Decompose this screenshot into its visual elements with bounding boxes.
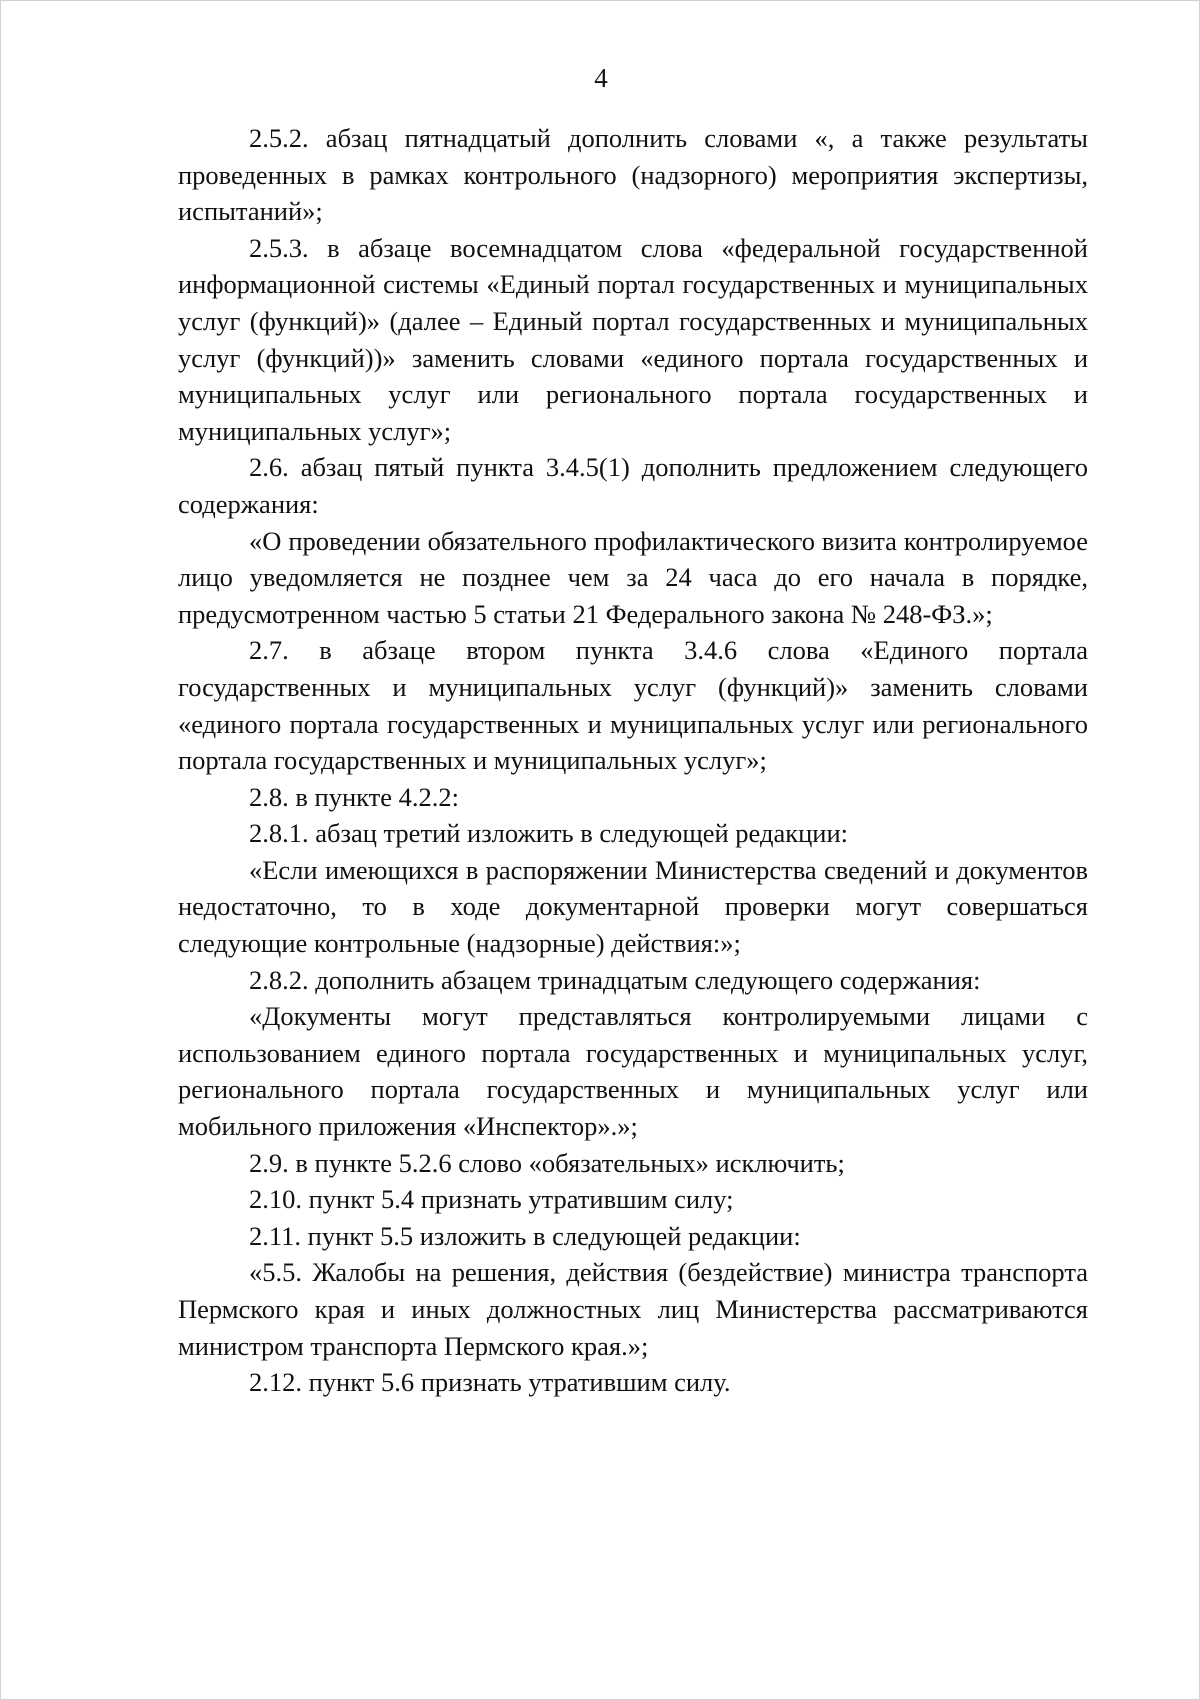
paragraph-2-6-quote: «О проведении обязательного профилактического визита контролируемое лицо уведомляется не позднее чем за 24 часа до его начала в порядке, предусмотренном частью 5 статьи 21 Федерального закона № 248-ФЗ.»;: [178, 525, 1088, 629]
paragraph-2-11: 2.11. пункт 5.5 изложить в следующей редакции:: [249, 1220, 801, 1251]
paragraph-2-9: 2.9. в пункте 5.2.6 слово «обязательных» исключить;: [249, 1147, 845, 1178]
paragraph-2-6: 2.6. абзац пятый пункта 3.4.5(1) дополнить предложением следующего содержания:: [178, 452, 1088, 519]
paragraph-2-8-2-quote: «Документы могут представляться контролируемыми лицами с использованием единого портала государственных и муниципальных услуг, регионального портала государственных и муниципальных услуг или мобильного приложения «Инспектор».»;: [178, 1001, 1088, 1142]
paragraph-2-7: 2.7. в абзаце втором пункта 3.4.6 слова «Единого портала государственных и муниципальных услуг (функций)» заменить словами «единого портала государственных и муниципальных услуг или регионального портала государственных и муниципальных услуг»;: [178, 635, 1088, 776]
paragraph-2-12: 2.12. пункт 5.6 признать утратившим силу.: [249, 1367, 731, 1398]
page-number: 4: [594, 63, 608, 93]
paragraph-2-10: 2.10. пункт 5.4 признать утратившим силу;: [249, 1184, 734, 1215]
paragraph-2-8-2: 2.8.2. дополнить абзацем тринадцатым следующего содержания:: [249, 964, 981, 995]
paragraph-2-5-2: 2.5.2. абзац пятнадцатый дополнить словами «, а также результаты проведенных в рамках контрольного (надзорного) мероприятия экспертизы, испытаний»;: [178, 123, 1088, 227]
paragraph-2-5-3: 2.5.3. в абзаце восемнадцатом слова «федеральной государственной информационной системы «Единый портал государственных и муниципальных услуг (функций)» (далее – Единый портал государственных и муниципальных услуг (функций))» заменить словами «единого портала государственных и муниципальных услуг или регионального портала государственных и муниципальных услуг»;: [178, 232, 1088, 446]
paragraph-2-11-quote: «5.5. Жалобы на решения, действия (бездействие) министра транспорта Пермского края и иных должностных лиц Министерства рассматриваются министром транспорта Пермского края.»;: [178, 1257, 1088, 1361]
paragraph-2-8-1-quote: «Если имеющихся в распоряжении Министерства сведений и документов недостаточно, то в ходе документарной проверки могут совершаться следующие контрольные (надзорные) действия:»;: [178, 854, 1088, 959]
paragraph-2-8: 2.8. в пункте 4.2.2:: [249, 781, 459, 812]
paragraph-2-8-1: 2.8.1. абзац третий изложить в следующей редакции:: [249, 818, 848, 849]
document-body: [178, 120, 1088, 1401]
